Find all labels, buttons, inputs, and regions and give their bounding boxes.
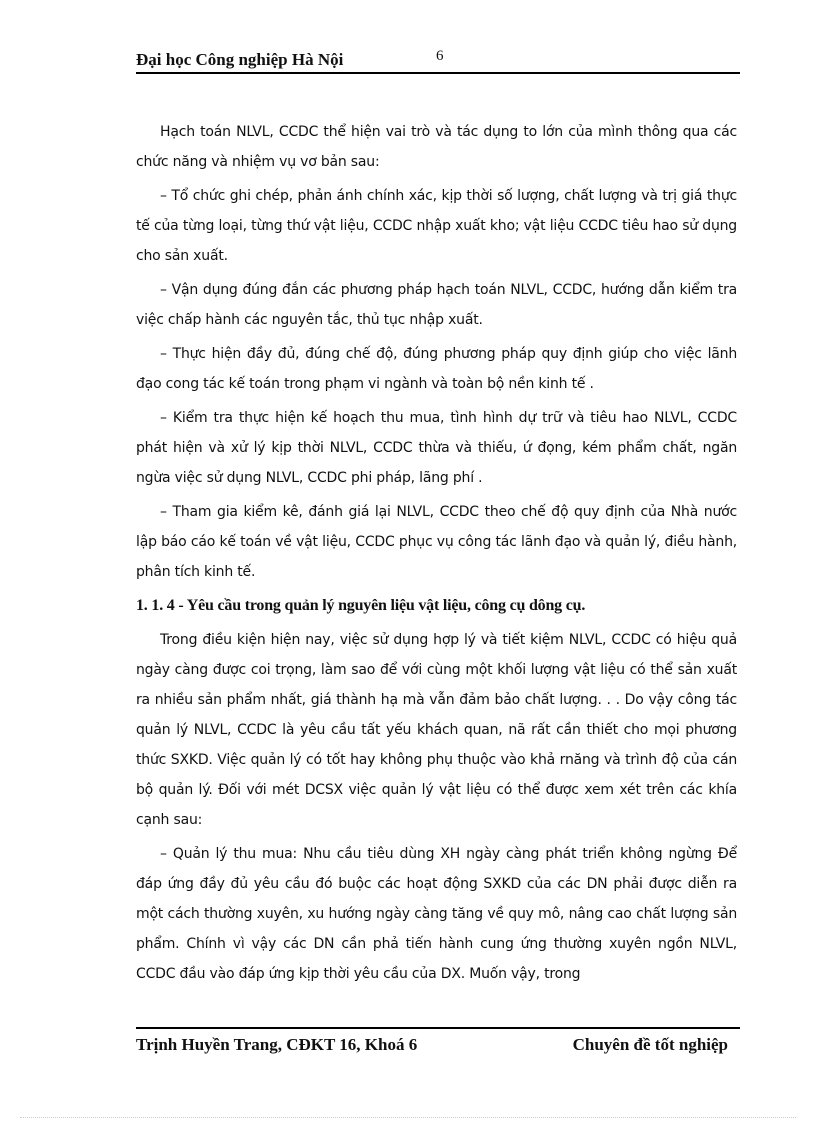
- header-school-name: Đại học Công nghiệp Hà Nội: [136, 50, 344, 69]
- document-body: [136, 117, 737, 993]
- page-number: 6: [436, 48, 444, 64]
- bullet-paragraph: – Kiểm tra thực hiện kế hoạch thu mua, tình hình dự trữ và tiêu hao NLVL, CCDC phát hiện và xử lý kịp thời NLVL, CCDC thừa và thiếu, ứ đọng, kém phẩm chất, ngăn ngừa việc sử dụng NLVL, CCDC phi pháp, lãng phí .: [136, 410, 737, 486]
- bullet-paragraph: – Tham gia kiểm kê, đánh giá lại NLVL, CCDC theo chế độ quy định của Nhà nước lập báo cáo kế toán về vật liệu, CCDC phục vụ công tác lãnh đạo và quản lý, điều hành, phân tích kinh tế.: [136, 504, 737, 580]
- bullet-paragraph: – Quản lý thu mua: Nhu cầu tiêu dùng XH ngày càng phát triển không ngừng Để đáp ứng đầy đủ yêu cầu đó buộc các hoạt động SXKD của các DN phải được diễn ra một cách thường xuyên, xu hướng ngày càng tăng về quy mô, nâng cao chất lượng sản phẩm. Chính vì vậy các DN cần phả tiến hành cung ứng thường xuyên ngồn NLVL, CCDC đầu vào đáp ứng kịp thời yêu cầu của DX. Muốn vậy, trong: [136, 846, 737, 982]
- footer-document-title: Chuyên đề tốt nghiệp: [572, 1035, 728, 1054]
- bullet-paragraph: – Tổ chức ghi chép, phản ánh chính xác, kịp thời số lượng, chất lượng và trị giá thực tế của từng loại, từng thứ vật liệu, CCDC nhập xuất kho; vật liệu CCDC tiêu hao sử dụng cho sản xuất.: [136, 188, 737, 264]
- bullet-paragraph: – Thực hiện đầy đủ, đúng chế độ, đúng phương pháp quy định giúp cho việc lãnh đạo cong tác kế toán trong phạm vi ngành và toàn bộ nền kinh tế .: [136, 346, 737, 392]
- section-heading: 1. 1. 4 - Yêu cầu trong quản lý nguyên liệu vật liệu, công cụ dông cụ.: [136, 597, 586, 614]
- body-paragraph: Trong điều kiện hiện nay, việc sử dụng hợp lý và tiết kiệm NLVL, CCDC có hiệu quả ngày càng được coi trọng, làm sao để với cùng một khối lượng vật liệu có thể sản xuất ra nhiều sản phẩm nhất, giá thành hạ mà vẫn đảm bảo chất lượng. . . Do vậy công tác quản lý NLVL, CCDC là yêu cầu tất yếu khách quan, nã rất cần thiết cho mọi phương thức SXKD. Việc quản lý có tốt hay không phụ thuộc vào khả rnăng và trình độ của cán bộ quản lý. Đối với mét DCSX việc quản lý vật liệu có thể được xem xét trên các khía cạnh sau:: [136, 632, 737, 828]
- page-header: [136, 48, 740, 74]
- footer-author: Trịnh Huyền Trang, CĐKT 16, Khoá 6: [136, 1035, 418, 1054]
- body-paragraph: Hạch toán NLVL, CCDC thể hiện vai trò và tác dụng to lớn của mình thông qua các chức năng và nhiệm vụ vơ bản sau:: [136, 124, 737, 170]
- page-edge-divider: [20, 1117, 796, 1118]
- bullet-paragraph: – Vận dụng đúng đắn các phương pháp hạch toán NLVL, CCDC, hướng dẫn kiểm tra việc chấp hành các nguyên tắc, thủ tục nhập xuất.: [136, 282, 737, 328]
- page-footer: [136, 1027, 740, 1059]
